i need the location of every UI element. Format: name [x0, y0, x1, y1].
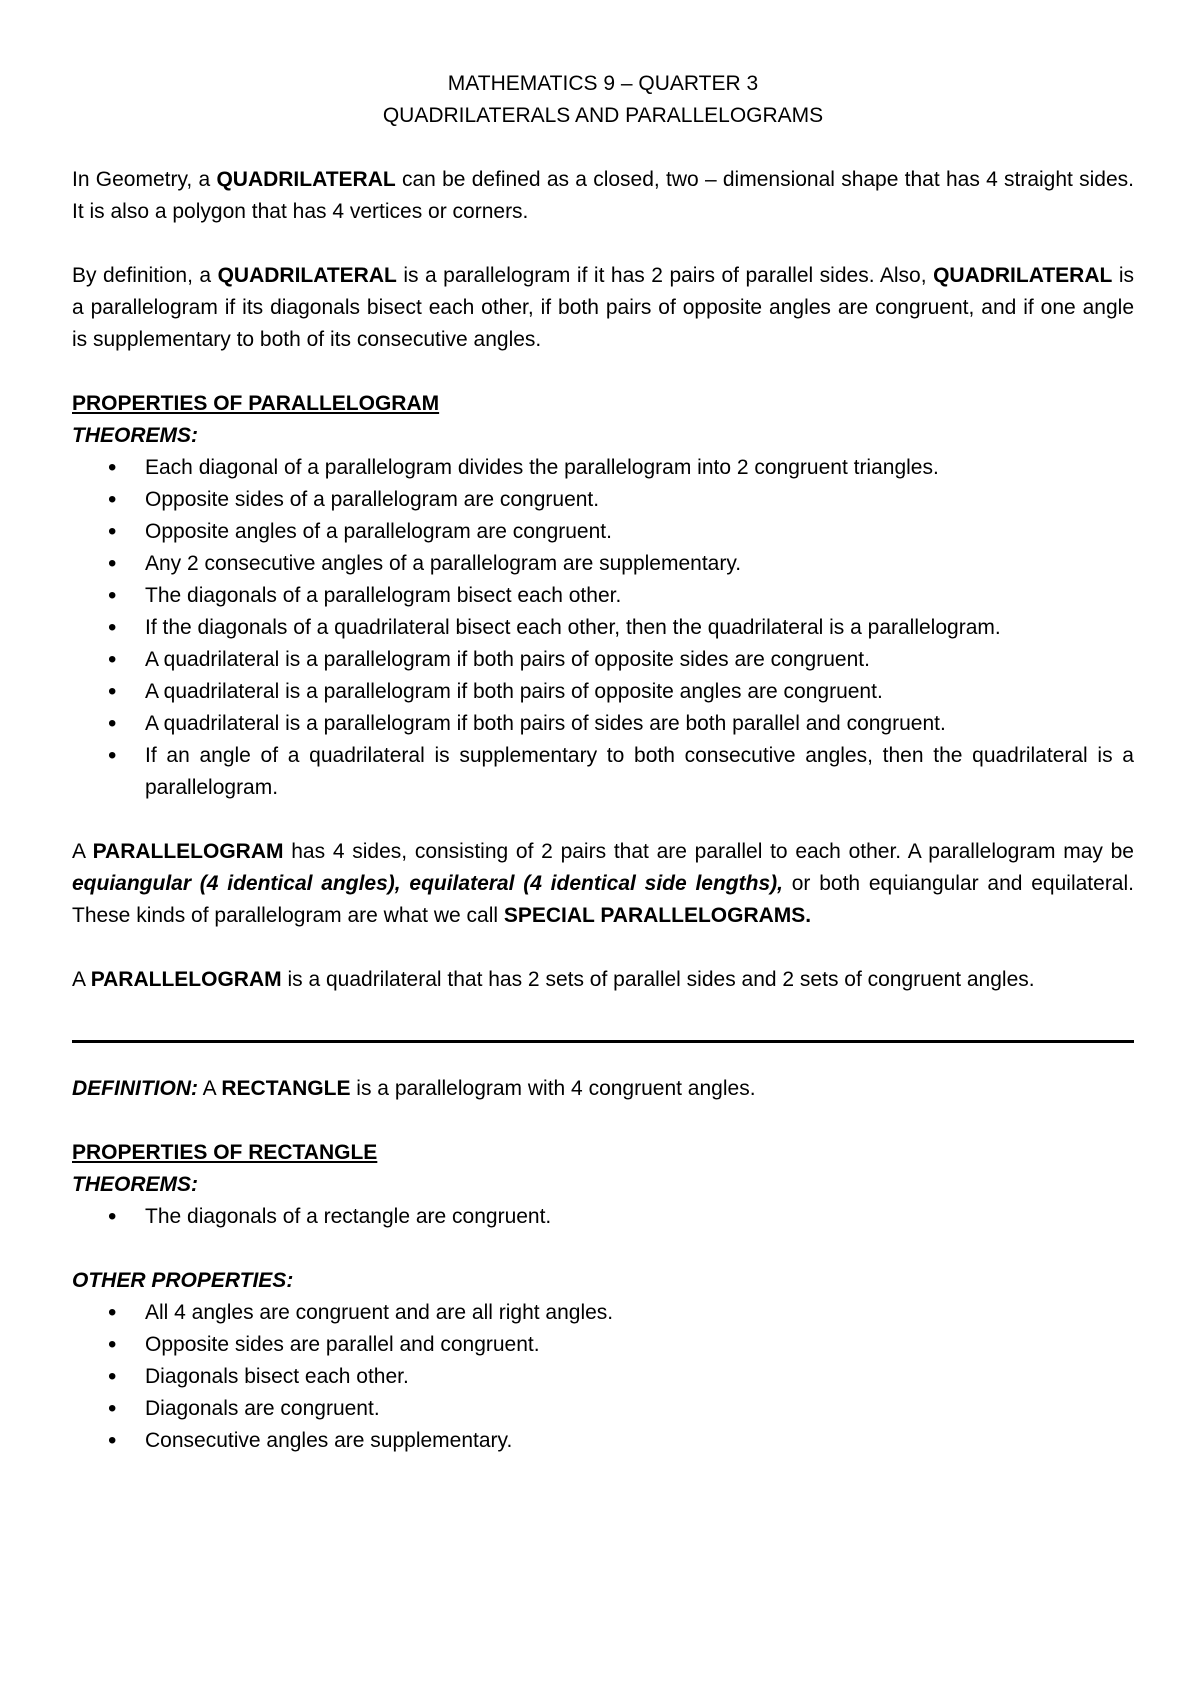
rectangle-theorems-label: THEOREMS: — [72, 1173, 198, 1196]
bold-term: PARALLELOGRAM — [90, 968, 282, 991]
list-item: • If the diagonals of a quadrilateral bisect each other, then the quadrilateral is a parallelogram. — [72, 612, 1134, 644]
list-item: • A quadrilateral is a parallelogram if both pairs of opposite angles are congruent. — [72, 676, 1134, 708]
list-item: • All 4 angles are congruent and are all right angles. — [72, 1297, 1134, 1329]
document-page — [72, 68, 1134, 1457]
text-run: A — [72, 968, 91, 991]
intro-paragraph-2 — [72, 260, 1134, 356]
text-run: can be defined as a closed, two – dimensional shape that has 4 straight sides. It is also a polygon that has 4 vertices or corners. — [72, 168, 1134, 223]
list-item: • If an angle of a quadrilateral is supplementary to both consecutive angles, then the quadrilateral is a parallelogram. — [72, 740, 1134, 804]
list-item: • A quadrilateral is a parallelogram if both pairs of sides are both parallel and congruent. — [72, 708, 1134, 740]
list-item: • Consecutive angles are supplementary. — [72, 1425, 1134, 1457]
header-line-1: MATHEMATICS 9 – QUARTER 3 — [447, 72, 759, 95]
list-item: • A quadrilateral is a parallelogram if both pairs of opposite sides are congruent. — [72, 644, 1134, 676]
text-run: By definition, a — [72, 264, 218, 287]
bold-term: RECTANGLE — [221, 1077, 351, 1100]
text-run: A — [198, 1077, 222, 1100]
rectangle-properties-heading: PROPERTIES OF RECTANGLE — [72, 1141, 378, 1164]
header-line-2: QUADRILATERALS AND PARALLELOGRAMS — [382, 104, 824, 127]
parallelogram-paragraph-2 — [72, 964, 1134, 996]
rectangle-theorems-list — [72, 1201, 1134, 1233]
definition-label: DEFINITION: — [72, 1077, 198, 1100]
bold-italic-term: equiangular (4 identical angles), equilateral (4 identical side lengths), — [72, 872, 783, 895]
bold-term: QUADRILATERAL — [933, 264, 1113, 287]
list-item: • The diagonals of a parallelogram bisect each other. — [72, 580, 1134, 612]
bold-term: QUADRILATERAL — [216, 168, 396, 191]
text-run: is a parallelogram if its diagonals bisect each other, if both pairs of opposite angles are congruent, and if one angle is supplementary to both of its consecutive angles. — [72, 264, 1134, 351]
text-run: is a quadrilateral that has 2 sets of parallel sides and 2 sets of congruent angles. — [281, 968, 1035, 991]
parallelogram-paragraph-1 — [72, 836, 1134, 932]
list-item: • Diagonals are congruent. — [72, 1393, 1134, 1425]
text-run: In Geometry, a — [72, 168, 217, 191]
intro-paragraph-1 — [72, 164, 1134, 228]
text-run: is a parallelogram if it has 2 pairs of parallel sides. Also, — [396, 264, 934, 287]
section-divider — [72, 1040, 1134, 1043]
document-header — [72, 68, 1134, 132]
parallelogram-properties-heading: PROPERTIES OF PARALLELOGRAM — [72, 392, 440, 415]
list-item: • Each diagonal of a parallelogram divides the parallelogram into 2 congruent triangles. — [72, 452, 1134, 484]
list-item: • Any 2 consecutive angles of a parallelogram are supplementary. — [72, 548, 1134, 580]
rectangle-definition — [72, 1073, 1134, 1105]
list-item: • Opposite sides of a parallelogram are congruent. — [72, 484, 1134, 516]
rectangle-other-properties-label: OTHER PROPERTIES: — [72, 1269, 294, 1292]
text-run: is a parallelogram with 4 congruent angles. — [350, 1077, 756, 1100]
list-item: • Opposite angles of a parallelogram are congruent. — [72, 516, 1134, 548]
parallelogram-theorems-label: THEOREMS: — [72, 424, 198, 447]
bold-term: QUADRILATERAL — [217, 264, 397, 287]
text-run: A — [72, 840, 93, 863]
bold-term: PARALLELOGRAM — [92, 840, 284, 863]
text-run: has 4 sides, consisting of 2 pairs that are parallel to each other. A parallelogram may be — [283, 840, 1134, 863]
text-run: or both equiangular and equilateral. These kinds of parallelogram are what we call — [72, 872, 1134, 927]
parallelogram-theorems-list — [72, 452, 1134, 804]
list-item: • The diagonals of a rectangle are congruent. — [72, 1201, 1134, 1233]
bold-term: SPECIAL PARALLELOGRAMS. — [503, 904, 812, 927]
list-item: • Opposite sides are parallel and congruent. — [72, 1329, 1134, 1361]
rectangle-other-properties-list — [72, 1297, 1134, 1457]
list-item: • Diagonals bisect each other. — [72, 1361, 1134, 1393]
